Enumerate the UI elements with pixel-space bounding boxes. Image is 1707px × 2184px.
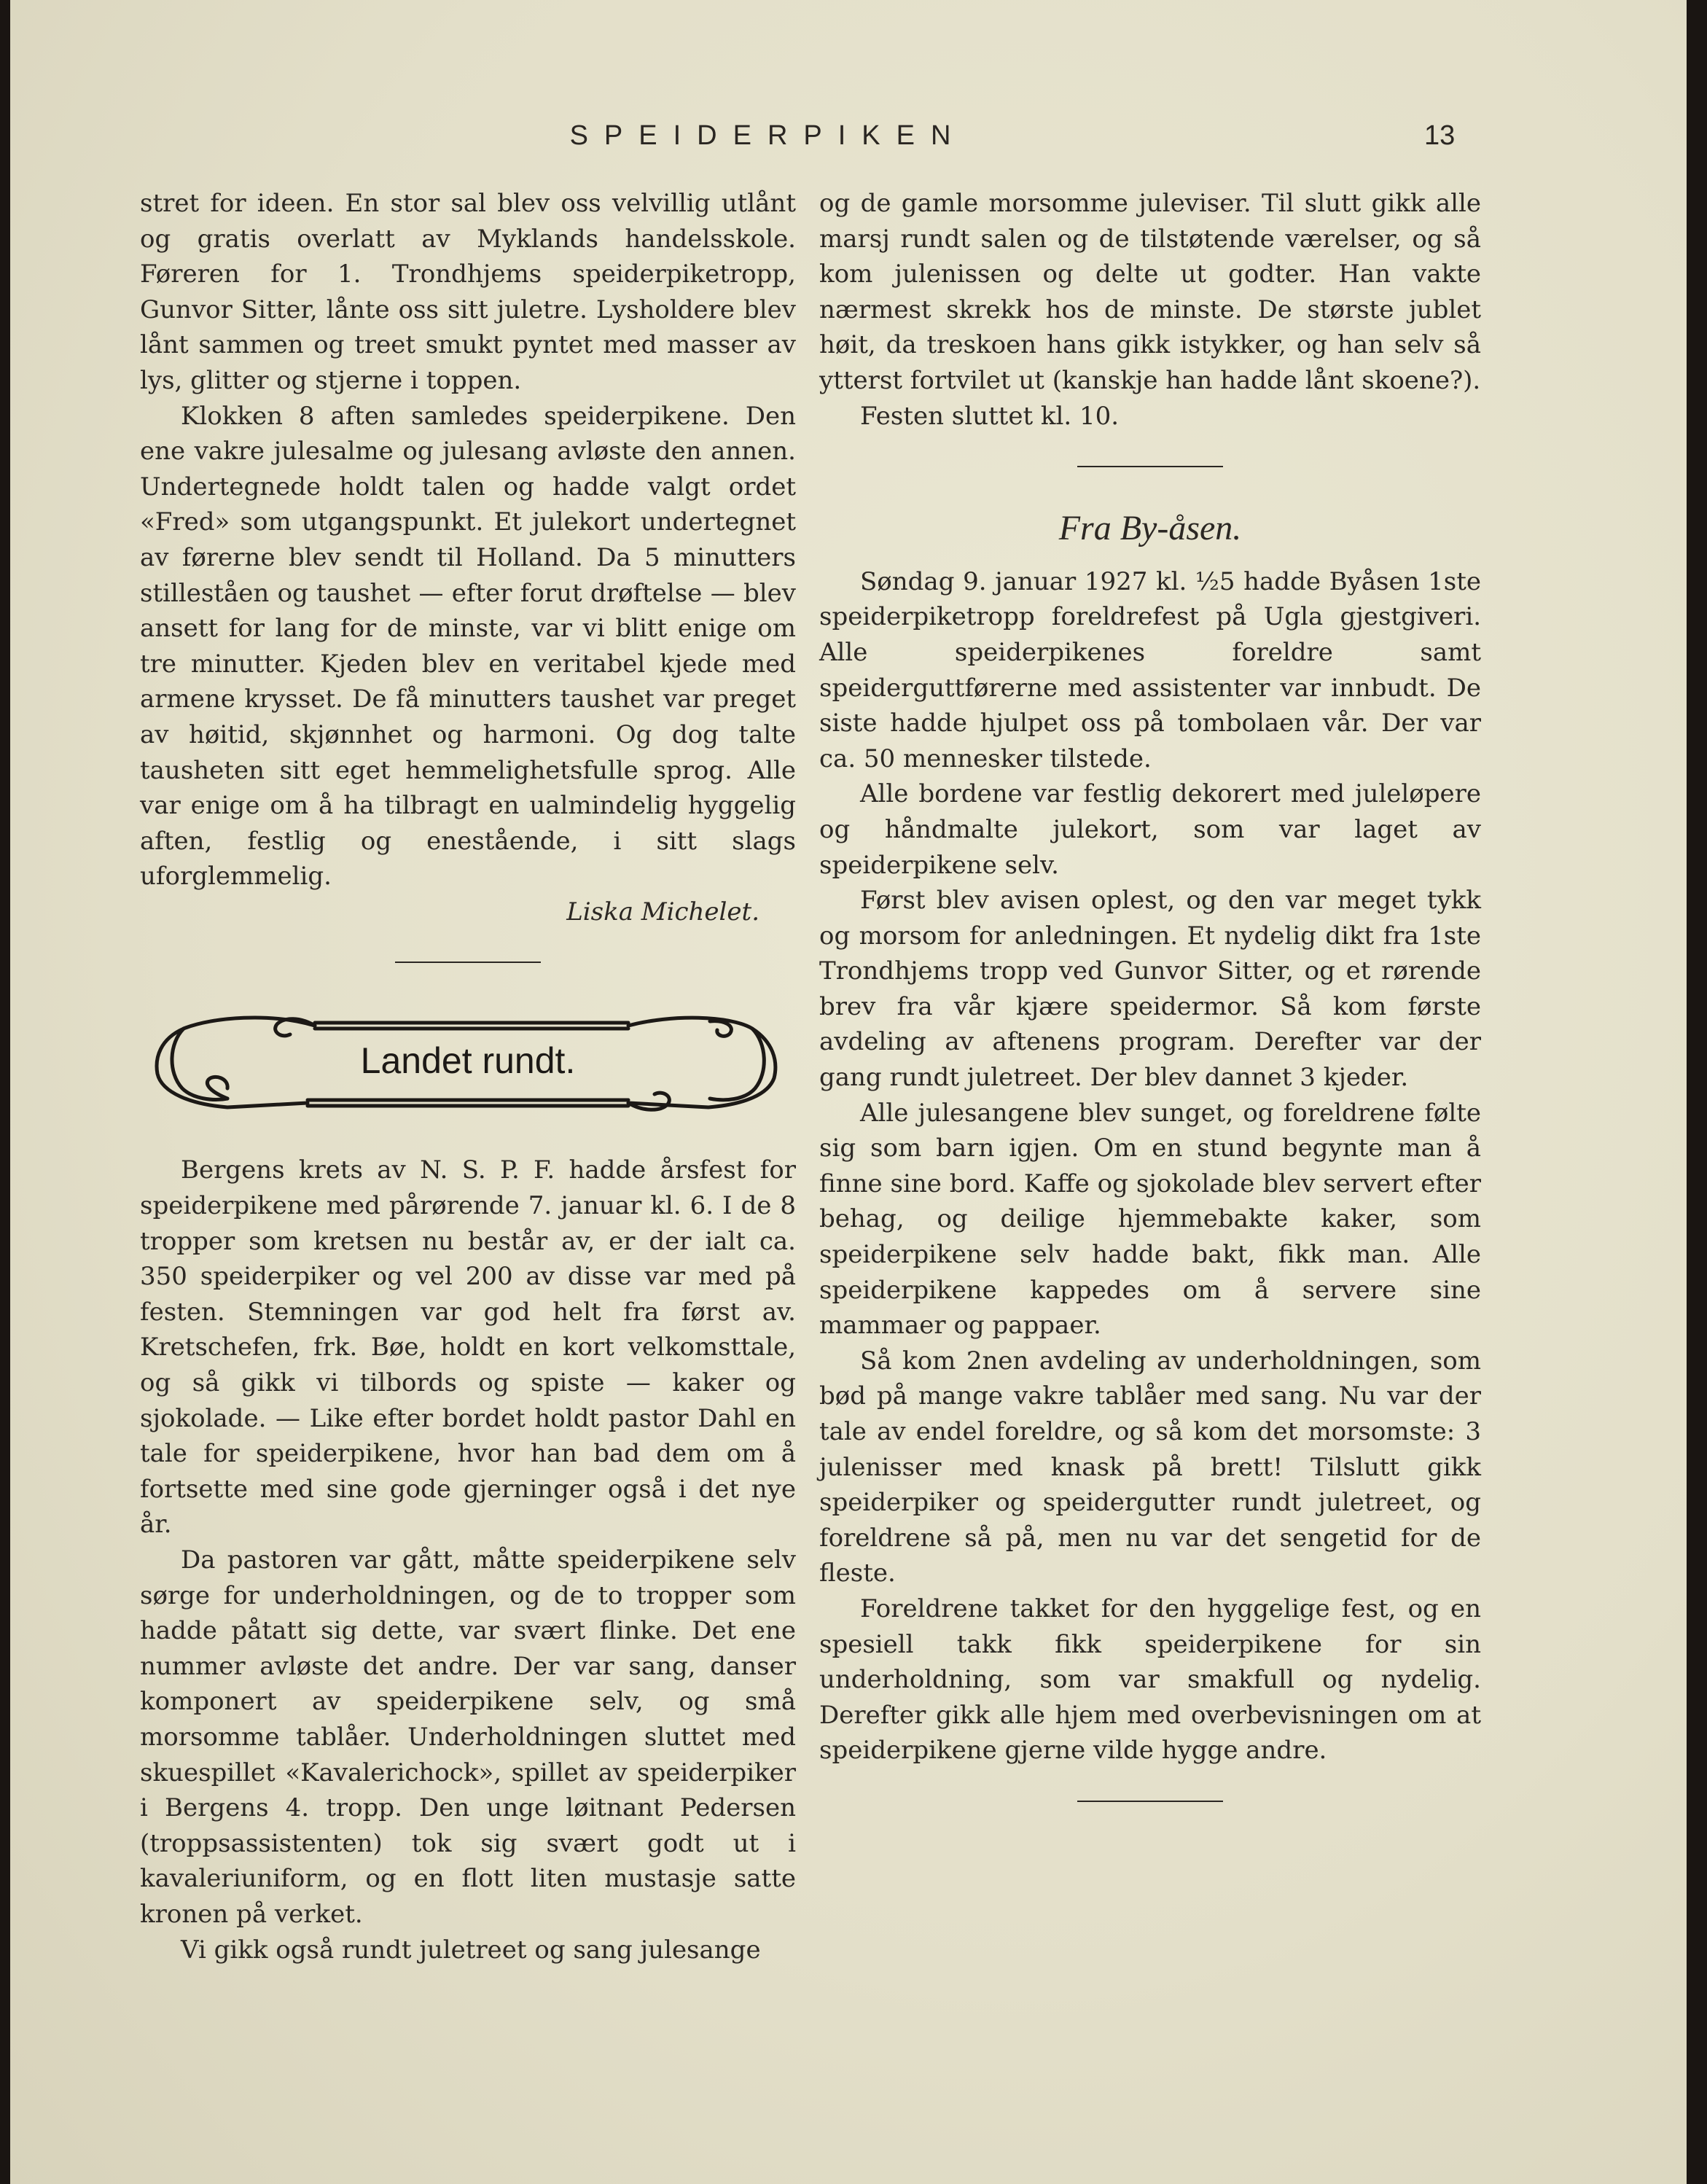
section-divider	[1077, 466, 1223, 467]
magazine-page	[10, 0, 1687, 2184]
paragraph: stret for ideen. En stor sal blev oss velvillig utlånt og gratis overlatt av Myklands handelsskole. Føreren for 1. Trondhjems speiderpiketropp, Gunvor Sitter, lånte oss sitt juletre. Lysholdere blev lånt sammen og treet smukt pyntet med masser av lys, glitter og stjerne i toppen.	[140, 189, 796, 395]
right-column	[819, 186, 1481, 1846]
paragraph: Alle julesangene blev sunget, og foreldrene følte sig som barn igjen. Om en stund begynte man å finne sine bord. Kaffe og sjokolade blev servert efter behag, og deilige hjemmebakte kaker, som speiderpikene selv hadde bakt, fikk man. Alle speiderpikene kappedes om å servere sine mammaer og pappaer.	[819, 1098, 1481, 1341]
end-divider	[1077, 1801, 1223, 1802]
left-column	[140, 186, 796, 1967]
paragraph: Da pastoren var gått, måtte speiderpikene selv sørge for underholdningen, og de to tropper som hadde påtatt sig dette, var svært flinke. Det ene nummer avløste det andre. Der var sang, danser komponert av speiderpikene selv, og små morsomme tablåer. Underholdningen sluttet med skuespillet «Kavalerichock», spillet av speiderpiker i Bergens 4. tropp. Den unge løitnant Pedersen (troppsassistenten) tok sig svært godt ut i kavaleriuniform, og en flott liten mustasje satte kronen på verket.	[140, 1545, 796, 1929]
banner-title: Landet rundt.	[360, 1040, 576, 1082]
paragraph: Først blev avisen oplest, og den var meget tykk og morsom for anledningen. Et nydelig dikt fra 1ste Trondhjems tropp ved Gunvor Sitter, og et rørende brev fra vår kjære speidermor. Så kom første avdeling av aftenens program. Derefter var der gang rundt juletreet. Der blev dannet 3 kjeder.	[819, 886, 1481, 1093]
paragraph: Søndag 9. januar 1927 kl. ½5 hadde Byåsen 1ste speiderpiketropp foreldrefest på Ugla gjestgiveri. Alle speiderpikenes foreldre samt speiderguttførerne med assistenter var innbudt. De siste hadde hjulpet oss på tombolaen vår. Der var ca. 50 mennesker tilstede.	[819, 566, 1481, 773]
author-signature: Liska Michelet.	[566, 897, 759, 927]
paragraph: Klokken 8 aften samledes speiderpikene. Den ene vakre julesalme og julesang avløste den annen. Undertegnede holdt talen og hadde valgt ordet «Fred» som utgangspunkt. Et julekort undertegnet av førerne blev sendt til Holland. Da 5 minutters stilleståen og taushet — efter forut drøftelse — blev ansett for lang for de minste, var vi blitt enige om tre minutter. Kjeden blev en veritabel kjede med armene krysset. De få minutters taushet var preget av høitid, skjønnhet og harmoni. Og dog talte tausheten sitt eget hemmelighetsfulle sprog. Alle var enige om å ha tilbragt en ualmindelig hyggelig aften, festlig og enestående, i sitt slags uforglemmelig.	[140, 401, 796, 892]
paragraph: Festen sluttet kl. 10.	[860, 401, 1120, 431]
section-divider	[395, 962, 541, 963]
paragraph: Alle bordene var festlig dekorert med juleløpere og håndmalte julekort, som var laget av speiderpikene selv.	[819, 779, 1481, 880]
paragraph: Vi gikk også rundt juletreet og sang julesange	[181, 1935, 761, 1965]
running-header	[10, 120, 1687, 164]
paragraph: Bergens krets av N. S. P. F. hadde årsfest for speiderpikene med pårørende 7. januar kl. 6. I de 8 tropper som kretsen nu består av, er der ialt ca. 350 speiderpiker og vel 200 av disse var med på festen. Stemningen var god helt fra først av. Kretschefen, frk. Bøe, holdt en kort velkomsttale, og så gikk vi tilbords og spiste — kaker og sjokolade. — Like efter bordet holdt pastor Dahl en tale for speiderpikene, hvor han bad dem om å fortsette med sine gode gjerninger også i det nye år.	[140, 1155, 796, 1540]
page-number: 13	[1424, 120, 1456, 151]
paragraph: Foreldrene takket for den hyggelige fest, og en spesiell takk fikk speiderpikene for sin underholdning, som var smakfull og nydelig. Derefter gikk alle hjem med overbevisningen om at speiderpikene gjerne vilde hygge andre.	[819, 1594, 1481, 1766]
section-banner	[147, 1007, 789, 1123]
paragraph: Så kom 2nen avdeling av underholdningen, som bød på mange vakre tablåer med sang. Nu var der tale av endel foreldre, og så kom det morsomste: 3 julenisser med knask på brett! Tilslutt gikk speiderpiker og speidergutter rundt juletreet, og foreldrene så på, men nu var det sengetid for de fleste.	[819, 1346, 1481, 1588]
magazine-title: SPEIDERPIKEN	[569, 120, 967, 151]
section-title: Fra By-åsen.	[1058, 509, 1242, 548]
paragraph: og de gamle morsomme juleviser. Til slutt gikk alle marsj rundt salen og de tilstøtende værelser, og så kom julenissen og delte ut godter. Han vakte nærmest skrekk hos de minste. De største jublet høit, da treskoen hans gikk istykker, og han selv så ytterst fortvilet ut (kanskje han hadde lånt skoene?).	[819, 189, 1481, 395]
